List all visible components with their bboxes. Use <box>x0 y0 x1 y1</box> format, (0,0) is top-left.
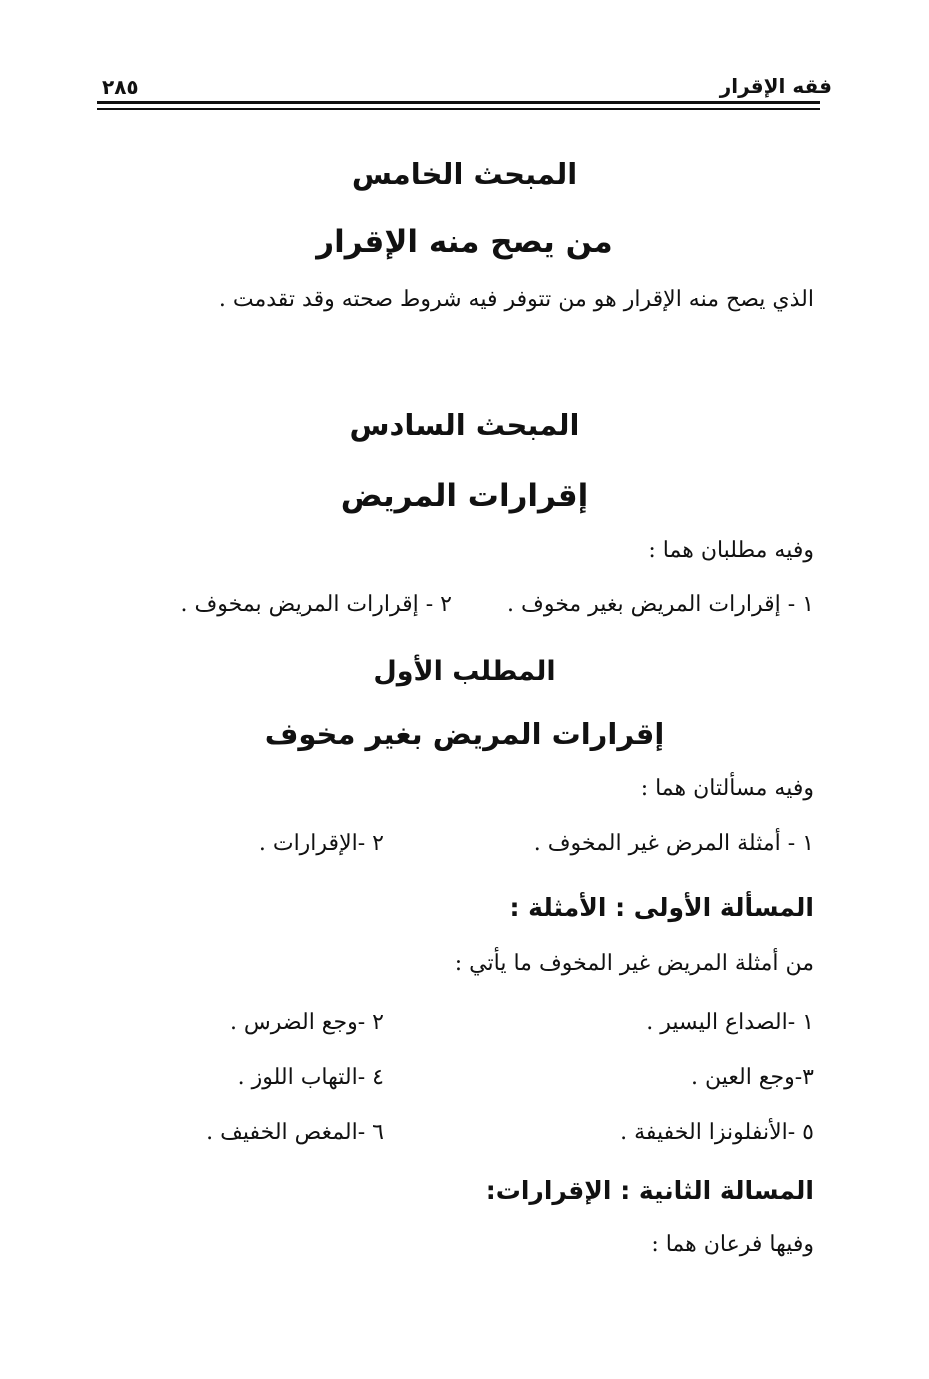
section5-text: الذي يصح منه الإقرار هو من تتوفر فيه شروط صحته وقد تقدمت . <box>218 287 814 312</box>
matlab1-heading: المطلب الأول <box>373 656 556 687</box>
section6-heading: المبحث السادس <box>349 408 580 442</box>
masala1-item-6: ٦ -المغص الخفيف . <box>206 1120 384 1145</box>
section6-intro: وفيه مطلبان هما : <box>648 538 814 563</box>
masala1-heading: المسألة الأولى : الأمثلة : <box>509 893 814 922</box>
header-rule-thick <box>97 101 820 104</box>
masala2-heading: المسالة الثانية : الإقرارات: <box>485 1176 814 1205</box>
running-header-title: فقه الإقرار <box>719 74 832 98</box>
matlab1-item-2: ٢ -الإقرارات . <box>258 831 384 856</box>
masala1-item-3: ٣-وجع العين . <box>691 1065 814 1090</box>
masala1-item-4: ٤ -التهاب اللوز . <box>237 1065 384 1090</box>
section5-title: من يصح منه الإقرار <box>316 224 613 260</box>
section6-item-2: ٢ - إقرارات المريض بمخوف . <box>180 592 452 617</box>
masala1-item-1: ١ -الصداع اليسير . <box>646 1010 814 1035</box>
matlab1-title: إقرارات المريض بغير مخوف <box>264 717 665 751</box>
header-rule-thin <box>97 108 820 110</box>
section5-heading: المبحث الخامس <box>351 157 578 191</box>
masala2-intro: وفيها فرعان هما : <box>651 1232 814 1257</box>
masala1-intro: من أمثلة المريض غير المخوف ما يأتي : <box>454 951 814 976</box>
section6-title: إقرارات المريض <box>340 478 589 514</box>
matlab1-item-1: ١ - أمثلة المرض غير المخوف . <box>533 831 814 856</box>
masala1-item-5: ٥ -الأنفلونزا الخفيفة . <box>620 1120 814 1145</box>
masala1-item-2: ٢ -وجع الضرس . <box>229 1010 384 1035</box>
matlab1-intro: وفيه مسألتان هما : <box>640 776 814 801</box>
section6-item-1: ١ - إقرارات المريض بغير مخوف . <box>507 592 814 617</box>
page-number: ٢٨٥ <box>102 75 139 99</box>
